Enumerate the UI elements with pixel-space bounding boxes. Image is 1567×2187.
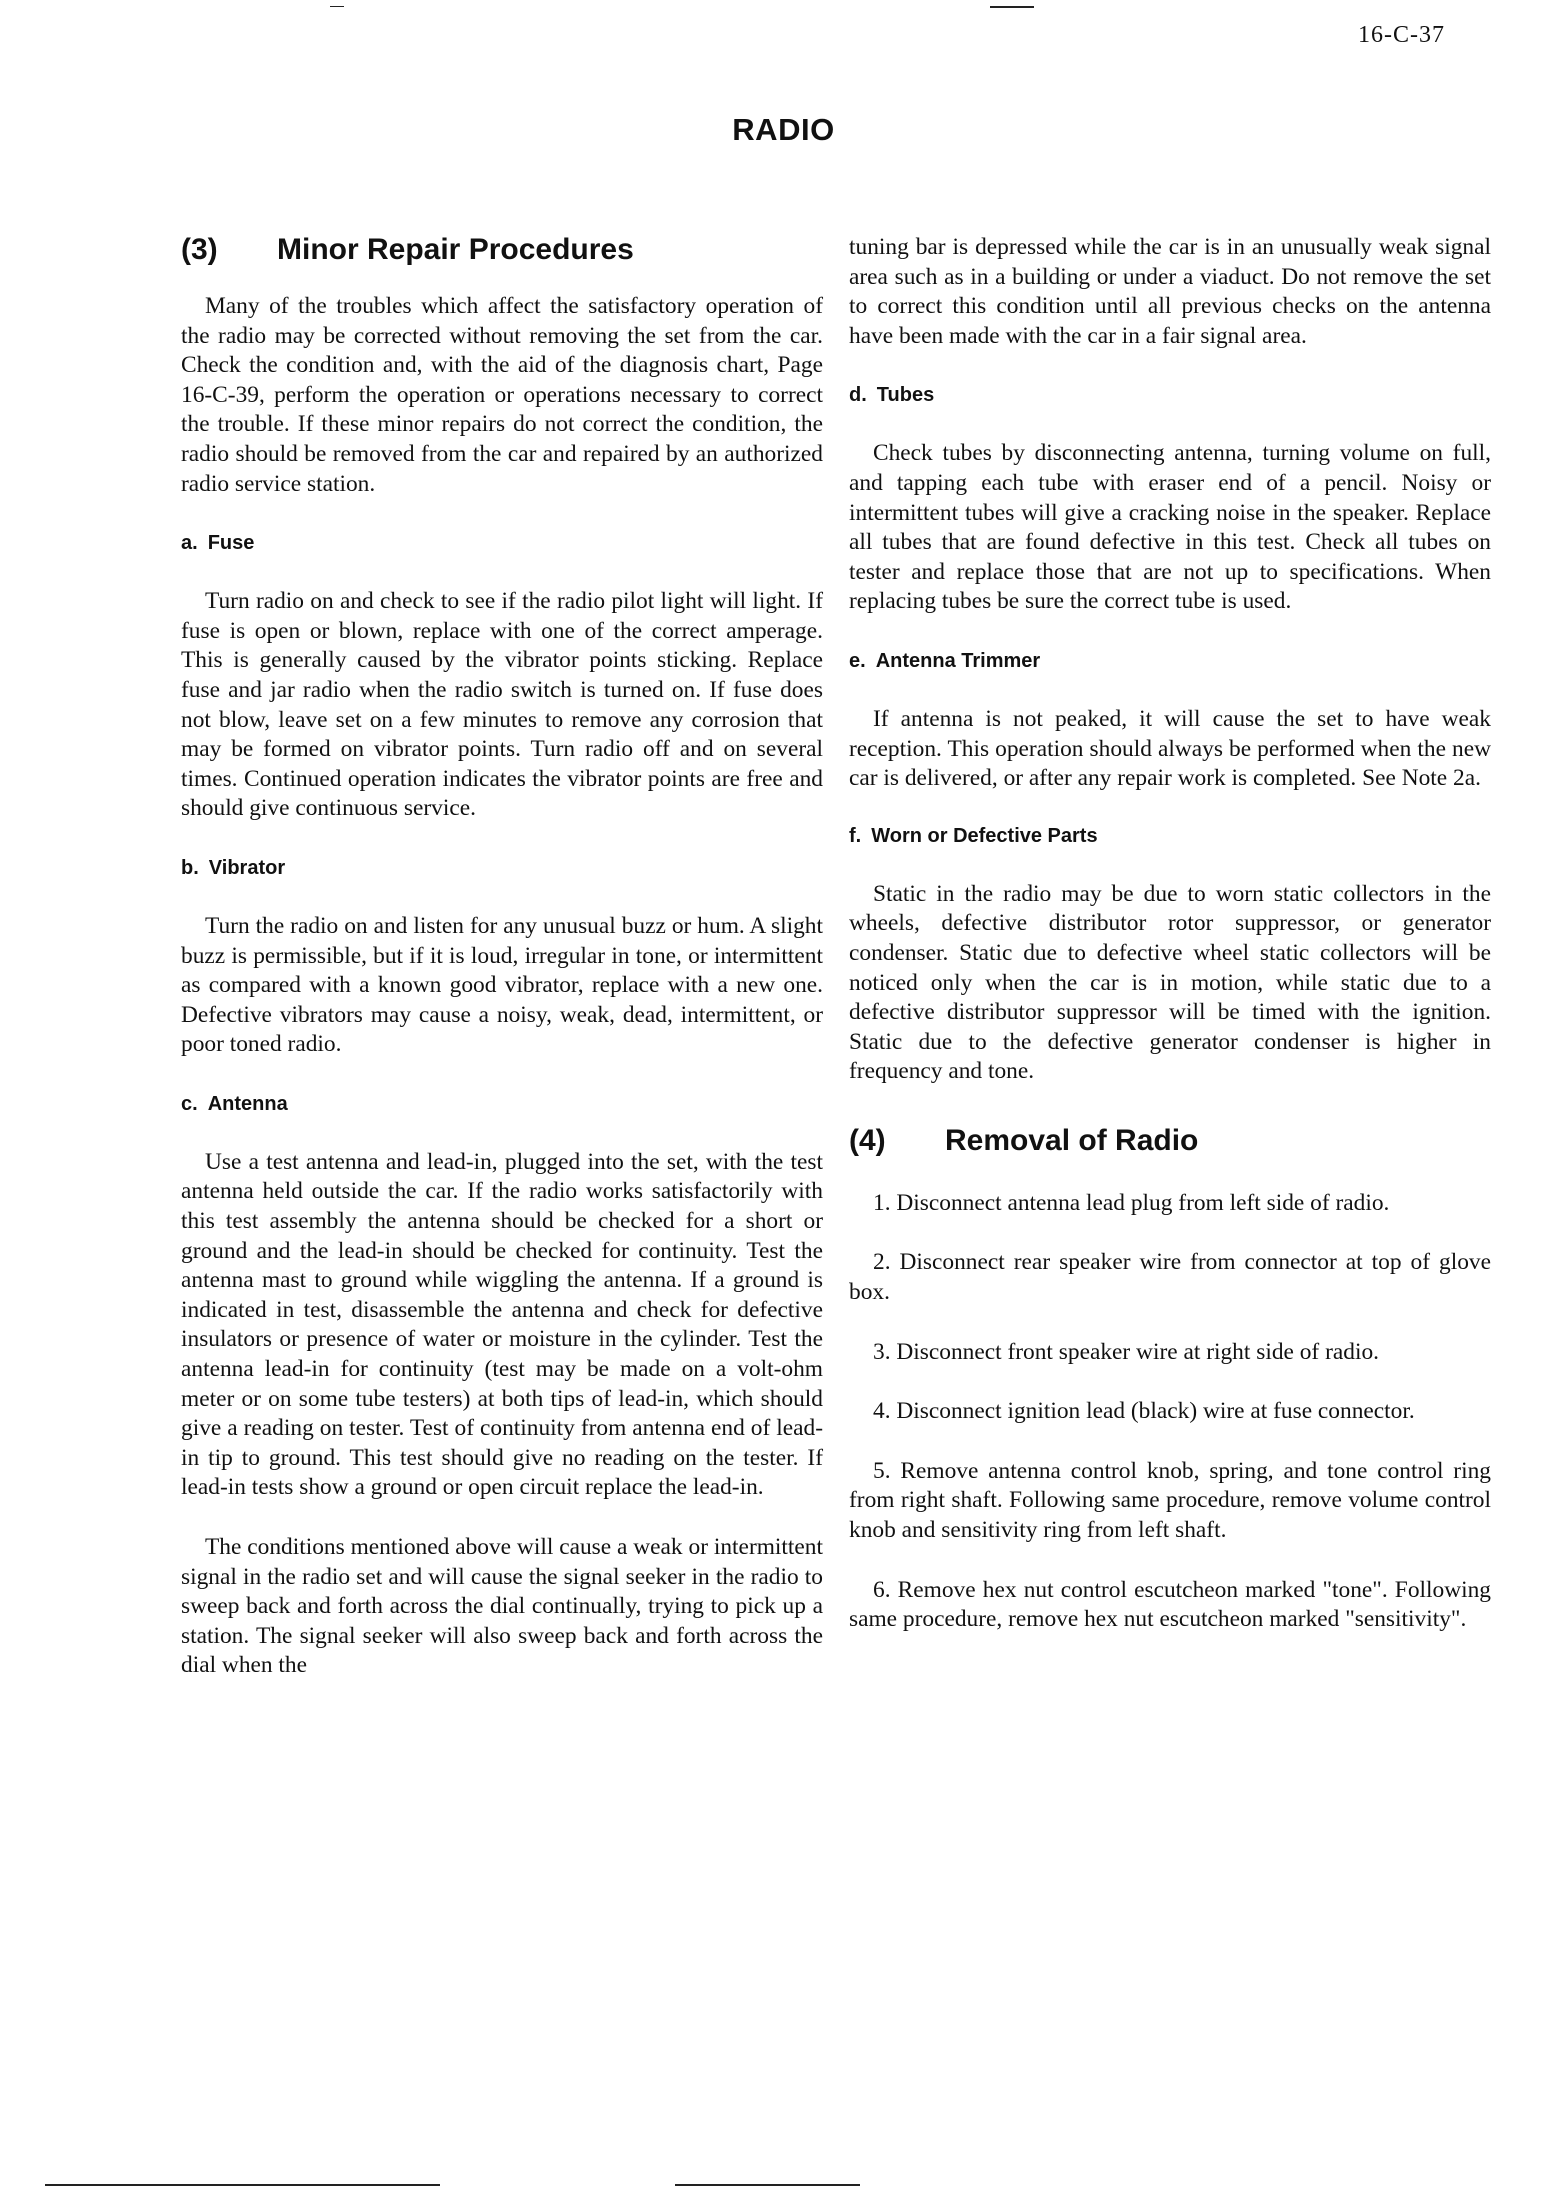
paragraph-antenna-trimmer: If antenna is not peaked, it will cause the set to have weak reception. This operation should always be performed when the new car is delivered, or after any repair work is completed. See Note 2a. [849,705,1491,792]
section-title: Minor Repair Procedures [277,233,634,266]
section-title: Removal of Radio [945,1123,1199,1157]
paragraph-antenna-conditions: The conditions mentioned above will cause a weak or intermittent signal in the radio set and will cause the signal seeker in the radio to sweep back and forth across the dial continually, trying to pick up a station. The signal seeker will also sweep back and forth across the dial when the [181,1534,823,1679]
paragraph-vibrator: Turn the radio on and listen for any unusual buzz or hum. A slight buzz is permissible, but if it is loud, irregular in tone, or intermittent as compared with a known good vibrator, replace with a new one. Defective vibrators may cause a noisy, weak, dead, intermittent, or poor toned radio. [181,912,823,1058]
subheading-title: Fuse [207,532,255,555]
subheading-tubes [849,383,1491,407]
scan-artifact [675,2184,860,2186]
removal-step: 1. Disconnect antenna lead plug from left side of radio. [873,1189,1390,1216]
scan-artifact [990,6,1034,8]
paragraph-minor-repair-intro: Many of the troubles which affect the satisfactory operation of the radio may be corrected without removing the set from the car. Check the condition and, with the aid of the diagnosis chart, Page 16-C-39, perform the operation or operations necessary to correct the trouble. If these minor repairs do not correct the condition, the radio should be removed from the car and repaired by an authorized radio service station. [181,293,823,497]
section-heading-removal [849,1123,1491,1159]
subheading-title: Worn or Defective Parts [871,824,1098,847]
subheading-letter: a. [181,532,198,555]
paragraph-fuse: Turn radio on and check to see if the radio pilot light will light. If fuse is open or blown, replace with one of the correct amperage. This is generally caused by the vibrator points sticking. Replace fuse and jar radio when the radio switch is turned on. If fuse does not blow, leave set on a few minutes to remove any corrosion that may be formed on vibrator points. Turn radio off and on several times. Continued operation indicates the vibrator points are free and should give continuous service. [181,588,823,822]
subheading-title: Vibrator [208,856,286,879]
paragraph-antenna: Use a test antenna and lead-in, plugged into the set, with the test antenna held outside the car. If the radio works satisfactorily with this test assembly the antenna should be checked for a short or ground and the lead-in should be checked for continuity. Test the antenna mast to ground while wiggling the antenna. If a ground is indicated in test, disassemble the antenna and check for defective insulators or presence of water or moisture in the cylinder. Test the antenna lead-in for continuity (test may be made on a volt-ohm meter or on some tube testers) at both tips of lead-in, which should give a reading on tester. Test of continuity from antenna end of lead-in tip to ground. This test should give no reading on the tester. If lead-in tests show a ground or open circuit replace the lead-in. [181,1148,823,1501]
subheading-letter: f. [849,824,862,847]
subheading-vibrator [181,856,823,880]
removal-step: 5. Remove antenna control knob, spring, and tone control ring from right shaft. Following same procedure, remove volume control knob and sensitivity ring from left shaft. [849,1457,1491,1544]
section-number: (3) [181,233,218,266]
removal-step: 2. Disconnect rear speaker wire from connector at top of glove box. [849,1249,1491,1306]
subheading-fuse [181,531,823,555]
section-number: (4) [849,1123,886,1157]
subheading-title: Tubes [876,384,935,407]
paragraph-worn-parts: Static in the radio may be due to worn static collectors in the wheels, defective distributor rotor suppressor, or generator condenser. Static due to defective wheel static collectors will be noticed only when the car is in motion, while static due to a defective distributor suppressor will be timed with the ignition. Static due to the defective generator condenser is higher in frequency and tone. [849,880,1491,1085]
removal-step: 4. Disconnect ignition lead (black) wire at fuse connector. [873,1398,1415,1425]
paragraph-antenna-continued: tuning bar is depressed while the car is in an unusually weak signal area such as in a building or under a viaduct. Do not remove the set to correct this condition until all previous checks on the antenna have been made with the car in a fair signal area. [849,234,1491,349]
subheading-letter: b. [181,856,199,879]
page-number: 16-C-37 [1358,22,1445,48]
removal-step: 6. Remove hex nut control escutcheon marked "tone". Following same procedure, remove hex nut escutcheon marked "sensitivity". [849,1576,1491,1633]
scan-artifact [45,2184,440,2186]
subheading-letter: c. [181,1092,198,1115]
paragraph-tubes: Check tubes by disconnecting antenna, turning volume on full, and tapping each tube with eraser end of a pencil. Noisy or intermittent tubes will give a cracking noise in the speaker. Replace all tubes that are found defective in this test. Check all tubes on tester and replace those that are not up to specifications. When replacing tubes be sure the correct tube is used. [849,440,1491,615]
removal-step: 3. Disconnect front speaker wire at right side of radio. [873,1338,1379,1365]
running-head: RADIO [732,112,835,147]
removal-steps-list [849,1189,1491,1635]
subheading-antenna-trimmer [849,649,1491,673]
subheading-antenna [181,1092,823,1116]
subheading-letter: d. [849,384,867,407]
scan-artifact [330,6,344,7]
subheading-letter: e. [849,649,866,672]
right-column [849,233,1491,1635]
subheading-worn-parts [849,824,1491,848]
left-column [181,232,823,1681]
subheading-title: Antenna [207,1092,288,1115]
section-heading-minor-repair [181,232,823,268]
subheading-title: Antenna Trimmer [875,649,1041,672]
